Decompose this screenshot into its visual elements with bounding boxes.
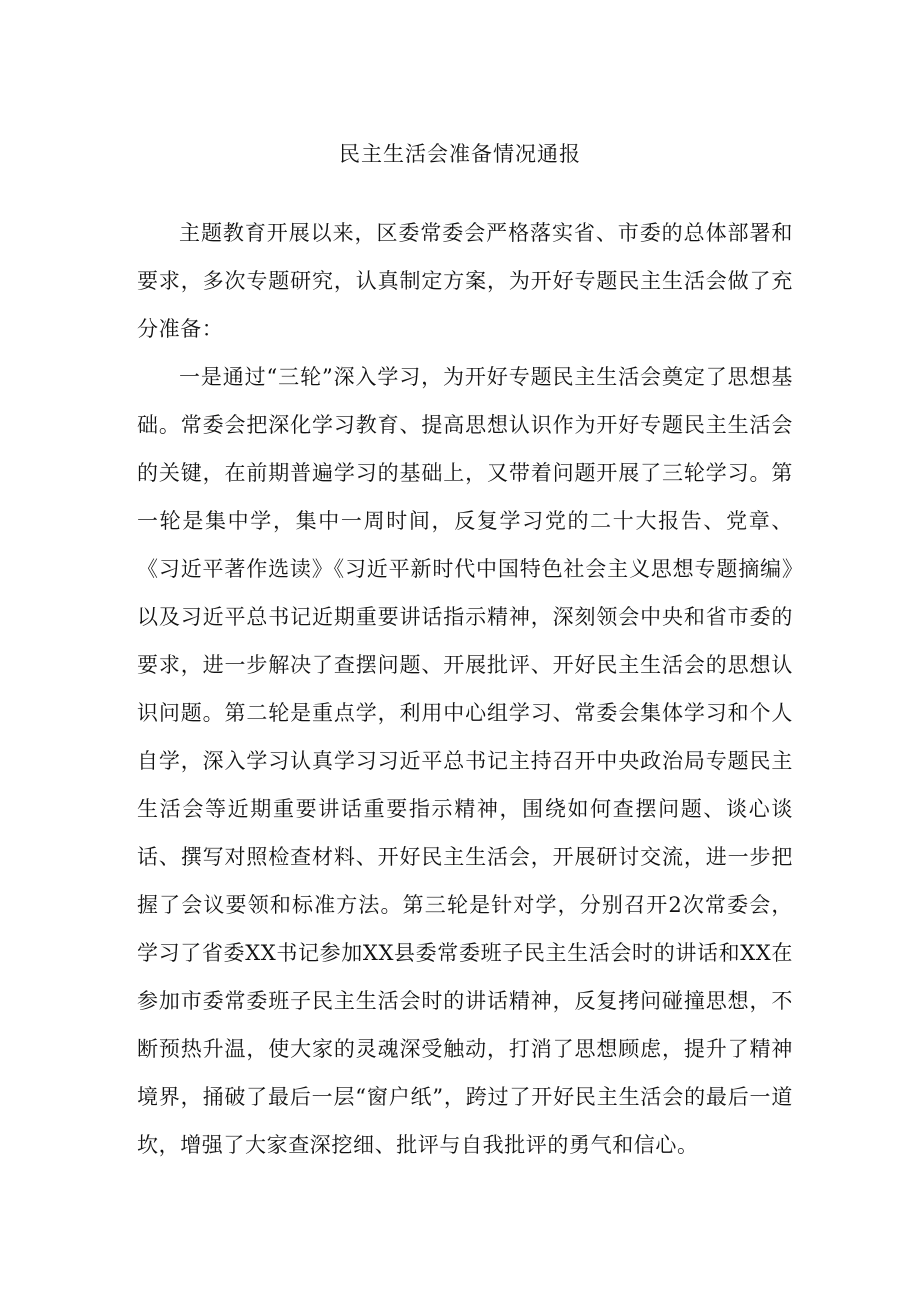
document-body bbox=[137, 209, 793, 1169]
paragraph-intro: 主题教育开展以来，区委常委会严格落实省、市委的总体部署和要求，多次专题研究，认真制定方案，为开好专题民主生活会做了充分准备： bbox=[137, 221, 793, 341]
document-title: 民主生活会准备情况通报 bbox=[339, 142, 581, 166]
paragraph-study: 一是通过“三轮”深入学习，为开好专题民主生活会奠定了思想基础。常委会把深化学习教育、提高思想认识作为开好专题民主生活会的关键，在前期普遍学习的基础上，又带着问题开展了三轮学习。第一轮是集中学，集中一周时间，反复学习党的二十大报告、党章、《习近平著作选读》《习近平新时代中国特色社会主义思想专题摘编》以及习近平总书记近期重要讲话指示精神，深刻领会中央和省市委的要求，进一步解决了查摆问题、开展批评、开好民主生活会的思想认识问题。第二轮是重点学，利用中心组学习、常委会集体学习和个人自学，深入学习认真学习习近平总书记主持召开中央政治局专题民主生活会等近期重要讲话重要指示精神，围绕如何查摆问题、谈心谈话、撰写对照检查材料、开好民主生活会，开展研讨交流，进一步把握了会议要领和标准方法。第三轮是针对学，分别召开2次常委会，学习了省委XX书记参加XX县委常委班子民主生活会时的讲话和XX在参加市委常委班子民主生活会时的讲话精神，反复拷问碰撞思想，不断预热升温，使大家的灵魂深受触动，打消了思想顾虑，提升了精神境界，捅破了最后一层“窗户纸”，跨过了开好民主生活会的最后一道坎，增强了大家查深挖细、批评与自我批评的勇气和信心。 bbox=[137, 365, 793, 1157]
